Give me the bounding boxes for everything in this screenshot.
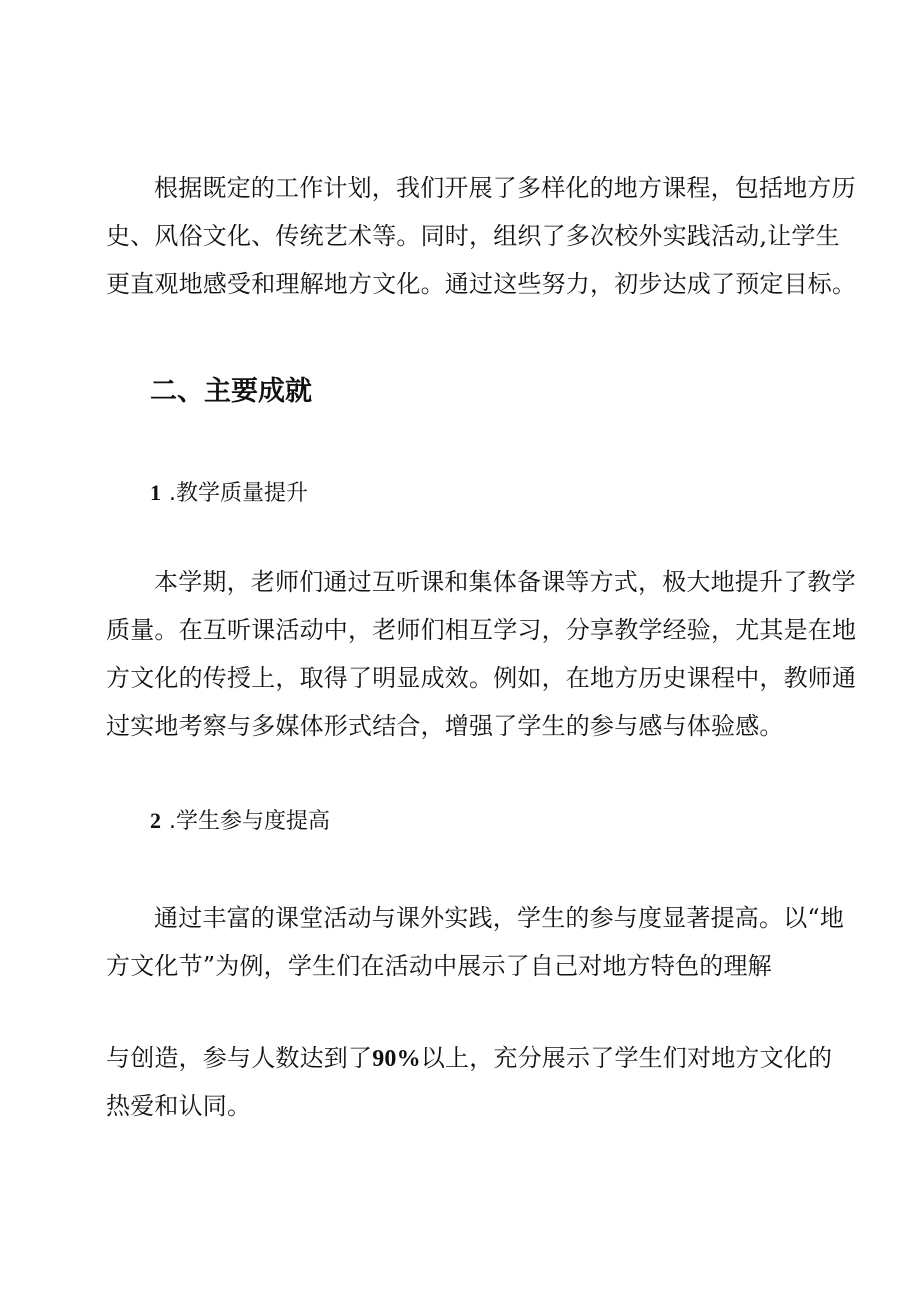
sub1-line-1: 本学期，老师们通过互听课和集体备课等方式，极大地提升了教学: [154, 568, 856, 596]
sub2-line-1: 通过丰富的课堂活动与课外实践，学生的参与度显著提高。以“地: [154, 904, 845, 932]
continuation-paragraph: [106, 1034, 833, 1130]
subsection-2-title: .学生参与度提高: [169, 809, 330, 834]
intro-line-1: 根据既定的工作计划，我们开展了多样化的地方课程，包括地方历: [154, 174, 856, 202]
sub1-line-3: 方文化的传授上，取得了明显成效。例如，在地方历史课程中，教师通: [106, 664, 857, 692]
subsection-1-title: .教学质量提升: [169, 481, 308, 506]
participation-percentage: 90%: [372, 1046, 421, 1072]
section-title: 二、主要成就: [150, 376, 312, 407]
intro-line-3: 更直观地感受和理解地方文化。通过这些努力，初步达成了预定目标。: [106, 270, 857, 298]
continuation-line-2: 热爱和认同。: [106, 1092, 252, 1120]
subsection-2-heading: [150, 804, 330, 839]
continuation-text-before: 与创造，参与人数达到了: [106, 1044, 373, 1072]
sub2-line-2: 方文化节”为例，学生们在活动中展示了自己对地方特色的理解: [106, 952, 772, 980]
subsection-2-paragraph: [106, 894, 845, 990]
intro-paragraph: [106, 164, 857, 308]
subsection-1-heading: [150, 476, 308, 511]
subsection-1-paragraph: [106, 558, 857, 750]
sub1-line-2: 质量。在互听课活动中，老师们相互学习，分享教学经验，尤其是在地: [106, 616, 857, 644]
continuation-line-1: [106, 1034, 833, 1082]
subsection-1-number: 1: [150, 480, 161, 505]
subsection-2-number: 2: [150, 808, 161, 833]
intro-line-2: 史、风俗文化、传统艺术等。同时，组织了多次校外实践活动,让学生: [106, 222, 840, 250]
sub1-line-4: 过实地考察与多媒体形式结合，增强了学生的参与感与体验感。: [106, 712, 784, 740]
continuation-text-after: 以上，充分展示了学生们对地方文化的: [420, 1044, 833, 1072]
